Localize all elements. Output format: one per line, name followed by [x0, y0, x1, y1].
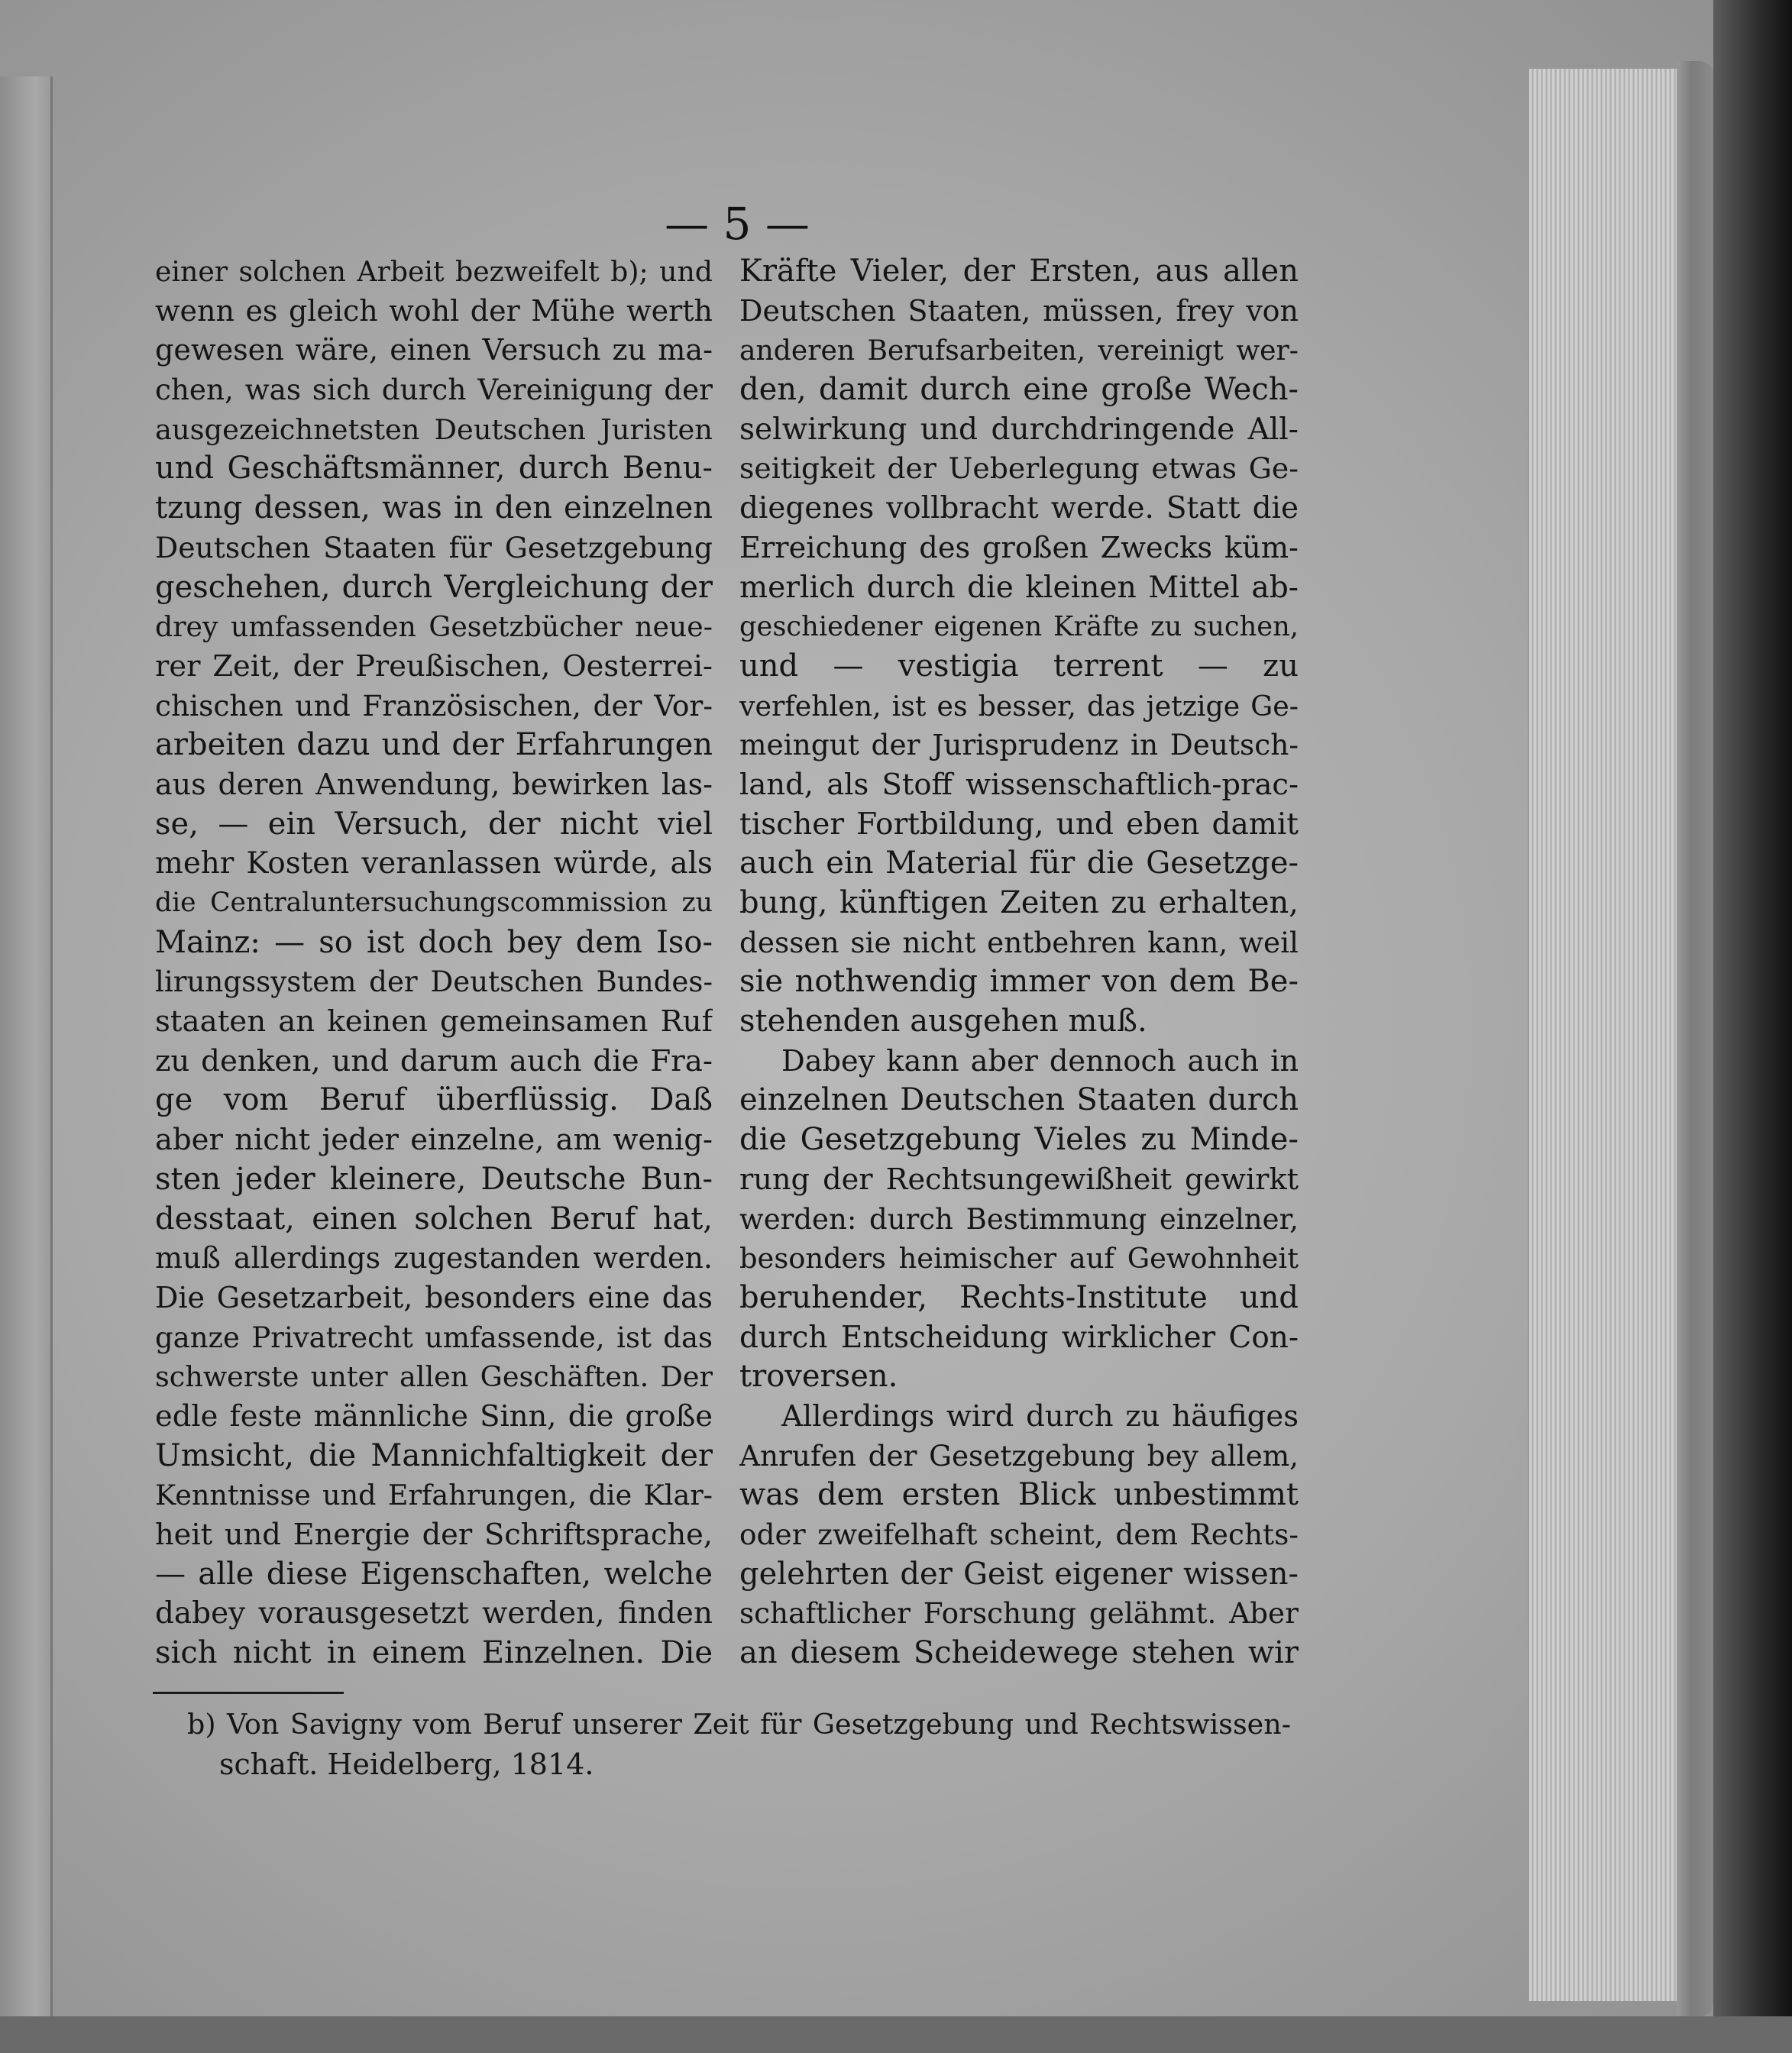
- text-line: aus deren Anwendung, bewirken las-: [155, 767, 713, 801]
- text-line: ausgezeichnetsten Deutschen Juristen: [155, 412, 713, 446]
- text-line: schaftlicher Forschung gelähmt. Aber: [739, 1596, 1299, 1631]
- text-line: werden: durch Bestimmung einzelner,: [739, 1202, 1299, 1236]
- text-line: Deutschen Staaten, müssen, frey von: [739, 293, 1299, 328]
- text-line: die Gesetzgebung Vieles zu Minde-: [739, 1122, 1299, 1158]
- text-line: sten jeder kleinere, Deutsche Bun-: [155, 1161, 713, 1197]
- text-line: edle feste männliche Sinn, die große: [155, 1398, 713, 1434]
- text-line: bung, künftigen Zeiten zu erhalten,: [739, 885, 1299, 920]
- facing-page-edge: [0, 76, 53, 2032]
- paragraph-start-line: Dabey kann aber dennoch auch in: [781, 1043, 1299, 1078]
- text-line: chen, was sich durch Vereinigung der: [155, 373, 713, 407]
- text-line: arbeiten dazu und der Erfahrungen: [155, 727, 713, 763]
- text-line: die Centraluntersuchungscommission zu: [155, 887, 713, 918]
- text-line: den, damit durch eine große Wech-: [739, 372, 1299, 408]
- text-line: sich nicht in einem Einzelnen. Die: [155, 1635, 713, 1671]
- scan-bottom-edge: [0, 2016, 1792, 2053]
- text-line: einzelnen Deutschen Staaten durch: [739, 1082, 1299, 1118]
- text-line: Die Gesetzarbeit, besonders eine das: [155, 1280, 713, 1314]
- text-line: chischen und Französischen, der Vor-: [155, 688, 713, 723]
- text-line: — alle diese Eigenschaften, welche: [155, 1556, 713, 1592]
- text-line: Mainz: — so ist doch bey dem Iso-: [155, 924, 713, 960]
- text-line: Anrufen der Gesetzgebung bey allem,: [739, 1438, 1299, 1473]
- text-line: tischer Fortbildung, und eben damit: [739, 807, 1299, 842]
- right-text-column: [739, 252, 1299, 1673]
- footnote-line: b) Von Savigny vom Beruf unserer Zeit für Gesetzgebung und Rechtswissen-: [187, 1708, 1291, 1741]
- text-line: Kenntnisse und Erfahrungen, die Klar-: [155, 1479, 713, 1512]
- text-line: merlich durch die kleinen Mittel ab-: [739, 570, 1299, 605]
- text-line: stehenden ausgehen muß.: [739, 1004, 1147, 1039]
- text-line: durch Entscheidung wirklicher Con-: [739, 1320, 1299, 1355]
- text-line: an diesem Scheidewege stehen wir: [739, 1635, 1299, 1671]
- left-text-column: [155, 252, 713, 1673]
- text-line: Umsicht, die Mannichfaltigkeit der: [155, 1437, 713, 1473]
- footnote-line: schaft. Heidelberg, 1814.: [219, 1747, 594, 1781]
- text-line: gewesen wäre, einen Versuch zu ma-: [155, 333, 713, 367]
- text-line: dabey vorausgesetzt werden, finden: [155, 1596, 713, 1631]
- paragraph-start-line: Allerdings wird durch zu häufiges: [781, 1398, 1299, 1434]
- text-line: Erreichung des großen Zwecks küm-: [739, 530, 1299, 565]
- text-line: wenn es gleich wohl der Mühe werth: [155, 293, 713, 328]
- page-number: — 5 —: [665, 198, 810, 250]
- text-line: ganze Privatrecht umfassende, ist das: [155, 1321, 713, 1354]
- text-line: heit und Energie der Schriftsprache,: [155, 1518, 713, 1552]
- text-line: Kräfte Vieler, der Ersten, aus allen: [739, 254, 1299, 289]
- text-line: und Geschäftsmänner, durch Benu-: [155, 451, 713, 487]
- text-line: staaten an keinen gemeinsamen Ruf: [155, 1004, 713, 1039]
- text-line: troversen.: [739, 1359, 898, 1395]
- text-line: tzung dessen, was in den einzelnen: [155, 490, 713, 526]
- text-line: besonders heimischer auf Gewohnheit: [739, 1242, 1299, 1275]
- text-line: zu denken, und darum auch die Fra-: [155, 1043, 713, 1078]
- text-line: gelehrten der Geist eigener wissen-: [739, 1556, 1299, 1592]
- text-line: mehr Kosten veranlassen würde, als: [155, 846, 713, 881]
- page-edges: [1528, 69, 1682, 2001]
- text-line: meingut der Jurisprudenz in Deutsch-: [739, 728, 1299, 762]
- text-line: was dem ersten Blick unbestimmt: [739, 1477, 1299, 1513]
- text-line: und — vestigia terrent — zu: [739, 648, 1299, 684]
- text-line: seitigkeit der Ueberlegung etwas Ge-: [739, 451, 1299, 486]
- book-cover-edge: [1677, 61, 1713, 2016]
- text-line: einer solchen Arbeit bezweifelt b); und: [155, 255, 713, 288]
- text-line: rung der Rechtsungewißheit gewirkt: [739, 1162, 1299, 1197]
- text-line: drey umfassenden Gesetzbücher neue-: [155, 610, 713, 644]
- footnote: [187, 1705, 1291, 1784]
- text-line: schwerste unter allen Geschäften. Der: [155, 1360, 713, 1394]
- text-line: aber nicht jeder einzelne, am wenig-: [155, 1123, 713, 1158]
- text-line: auch ein Material für die Gesetzge-: [739, 845, 1299, 881]
- text-line: lirungssystem der Deutschen Bundes-: [155, 965, 713, 999]
- footnote-rule: [153, 1692, 344, 1694]
- scan-background: [1713, 0, 1792, 2053]
- text-line: sie nothwendig immer von dem Be-: [739, 964, 1299, 1000]
- text-line: geschehen, durch Vergleichung der: [155, 569, 713, 605]
- text-line: beruhender, Rechts-Institute und: [739, 1279, 1299, 1315]
- text-line: desstaat, einen solchen Beruf hat,: [155, 1201, 713, 1237]
- text-line: geschiedener eigenen Kräfte zu suchen,: [739, 611, 1299, 643]
- text-line: oder zweifelhaft scheint, dem Rechts-: [739, 1518, 1299, 1551]
- text-line: diegenes vollbracht werde. Statt die: [739, 491, 1299, 526]
- text-line: dessen sie nicht entbehren kann, weil: [739, 925, 1299, 959]
- text-line: verfehlen, ist es besser, das jetzige Ge-: [739, 689, 1299, 723]
- text-line: Deutschen Staaten für Gesetzgebung: [155, 530, 713, 564]
- text-line: se, — ein Versuch, der nicht viel: [155, 806, 713, 842]
- text-line: muß allerdings zugestanden werden.: [155, 1241, 713, 1275]
- text-line: anderen Berufsarbeiten, vereinigt wer-: [739, 334, 1299, 367]
- text-line: land, als Stoff wissenschaftlich-prac-: [739, 767, 1299, 802]
- text-line: ge vom Beruf überflüssig. Daß: [155, 1082, 713, 1118]
- text-line: selwirkung und durchdringende All-: [739, 412, 1299, 447]
- text-line: rer Zeit, der Preußischen, Oesterrei-: [155, 648, 713, 684]
